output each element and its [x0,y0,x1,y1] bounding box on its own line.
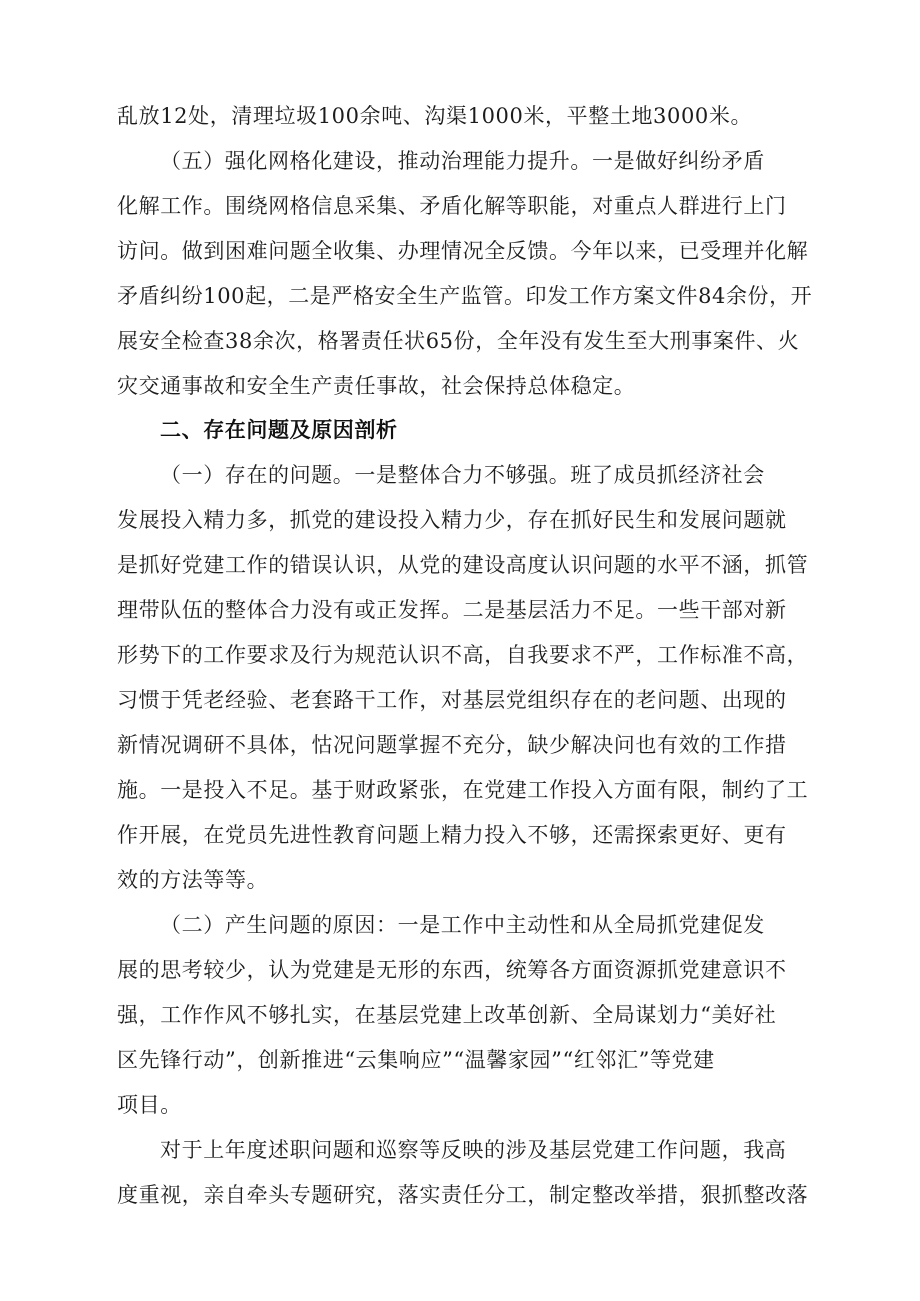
text-line: 项目。 [117,1093,182,1117]
text-line: 化解工作。围绕网格信息采集、矛盾化解等职能，对重点人群进行上门 [117,194,787,218]
subsection-one-paragraph: （一）存在的问题。一是整体合力不够强。班了成员抓经济社会 [160,463,765,487]
text-line: 理带队伍的整体合力没有或正发挥。二是基层活力不足。一些干部对新 [117,598,787,622]
text-line: 灾交通事故和安全生产责任事故，社会保持总体稳定。 [117,374,636,398]
text-line: 施。一是投入不足。基于财政紧张，在党建工作投入方面有限，制约了工 [117,778,809,802]
text-line: 强，工作作风不够扎实，在基层党建上改革创新、全局谋划力“美好社 [117,1003,777,1027]
closing-paragraph: 对于上年度述职问题和巡察等反映的涉及基层党建工作问题，我高 [160,1138,787,1162]
section-heading: 二、存在问题及原因剖析 [160,418,398,442]
text-line: 是抓好党建工作的错误认识，从党的建设高度认识问题的水平不涵，抓管 [117,553,809,577]
text-line: 新情况调研不具体，怙况问题掌握不充分，缺少解决问也有效的工作措 [117,733,787,757]
text-line: 矛盾纠纷100起，二是严格安全生产监管。印发工作方案文件84余份，开 [117,284,813,308]
text-line: 访问。做到困难问题全收集、办理情况全反馈。今年以来，已受理并化解 [117,239,809,263]
text-line: 区先锋行动”，创新推进“云集响应”“温馨家园”“红邻汇”等党建 [117,1048,715,1072]
text-line: 习惯于凭老经验、老套路干工作，对基层党组织存在的老问题、出现的 [117,688,787,712]
text-line: 度重视，亲自牵头专题研究，落实责任分工，制定整改举措，狠抓整改落 [117,1183,809,1207]
text-line: 形势下的工作要求及行为规范认识不高，自我要求不严，工作标准不高， [117,643,809,667]
text-line: 乱放12处，清理垃圾100余吨、沟渠1000米，平整土地3000米。 [117,104,753,128]
section-five-paragraph: （五）强化网格化建设，推动治理能力提升。一是做好纠纷矛盾 [160,149,765,173]
text-line: 发展投入精力多，抓党的建设投入精力少，存在抓好民生和发展问题就 [117,508,787,532]
text-line: 展安全检查38余次，格署责任状65份，全年没有发生至大刑事案件、火 [117,329,800,353]
text-line: 效的方法等等。 [117,868,269,892]
text-line: 作开展，在党员先进性教育问题上精力投入不够，还需探索更好、更有 [117,823,787,847]
subsection-two-paragraph: （二）产生问题的原因：一是工作中主动性和从全局抓党建促发 [160,913,765,937]
text-line: 展的思考较少，认为党建是无形的东西，统筹各方面资源抓党建意识不 [117,958,787,982]
